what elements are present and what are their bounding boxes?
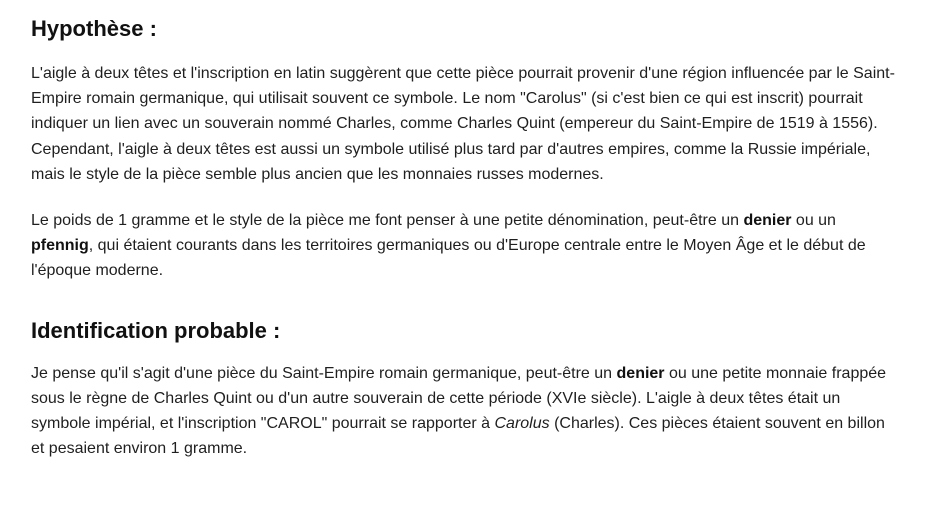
- section-heading: Hypothèse :: [31, 16, 157, 41]
- paragraph: [31, 208, 902, 284]
- italic-term: Carolus: [494, 415, 550, 433]
- text-span: ou une petite monnaie frappée sous le règne de Charles Quint ou d'un autre souverain de cette période (XVIe siècle). L'aigle à deux têtes était un symbole impérial, et l'inscription "CAROL" pourrait se rapporter à: [31, 364, 887, 433]
- text-span: ou un: [791, 212, 836, 230]
- bold-term: pfennig: [31, 237, 89, 255]
- text-span: , qui étaient courants dans les territoires germaniques ou d'Europe centrale entre le Moyen Âge et le début de l'époque moderne.: [31, 237, 866, 280]
- paragraph: L'aigle à deux têtes et l'inscription en latin suggèrent que cette pièce pourrait provenir d'une région influencée par le Saint-Empire romain germanique, qui utilisait souvent ce symbole. Le nom "Carolus" (si c'est bien ce qui est inscrit) pourrait indiquer un lien avec un souverain nommé Charles, comme Charles Quint (empereur du Saint-Empire de 1519 à 1556). Cependant, l'aigle à deux têtes est aussi un symbole utilisé plus tard par d'autres empires, comme la Russie impériale, mais le style de la pièce semble plus ancien que les monnaies russes modernes.: [31, 65, 895, 183]
- paragraph: [31, 361, 902, 462]
- text-span: Je pense qu'il s'agit d'une pièce du Saint-Empire romain germanique, peut-être un: [31, 364, 617, 382]
- text-span: (Charles). Ces pièces étaient souvent en billon et pesaient environ 1 gramme.: [31, 415, 885, 458]
- bold-term: denier: [743, 212, 792, 230]
- text-span: Le poids de 1 gramme et le style de la pièce me font penser à une petite dénomination, peut-être un: [31, 212, 744, 230]
- section-hypothese: [31, 14, 902, 284]
- bold-term: denier: [616, 364, 665, 382]
- section-identification: [31, 316, 902, 462]
- section-heading: Identification probable :: [31, 317, 281, 343]
